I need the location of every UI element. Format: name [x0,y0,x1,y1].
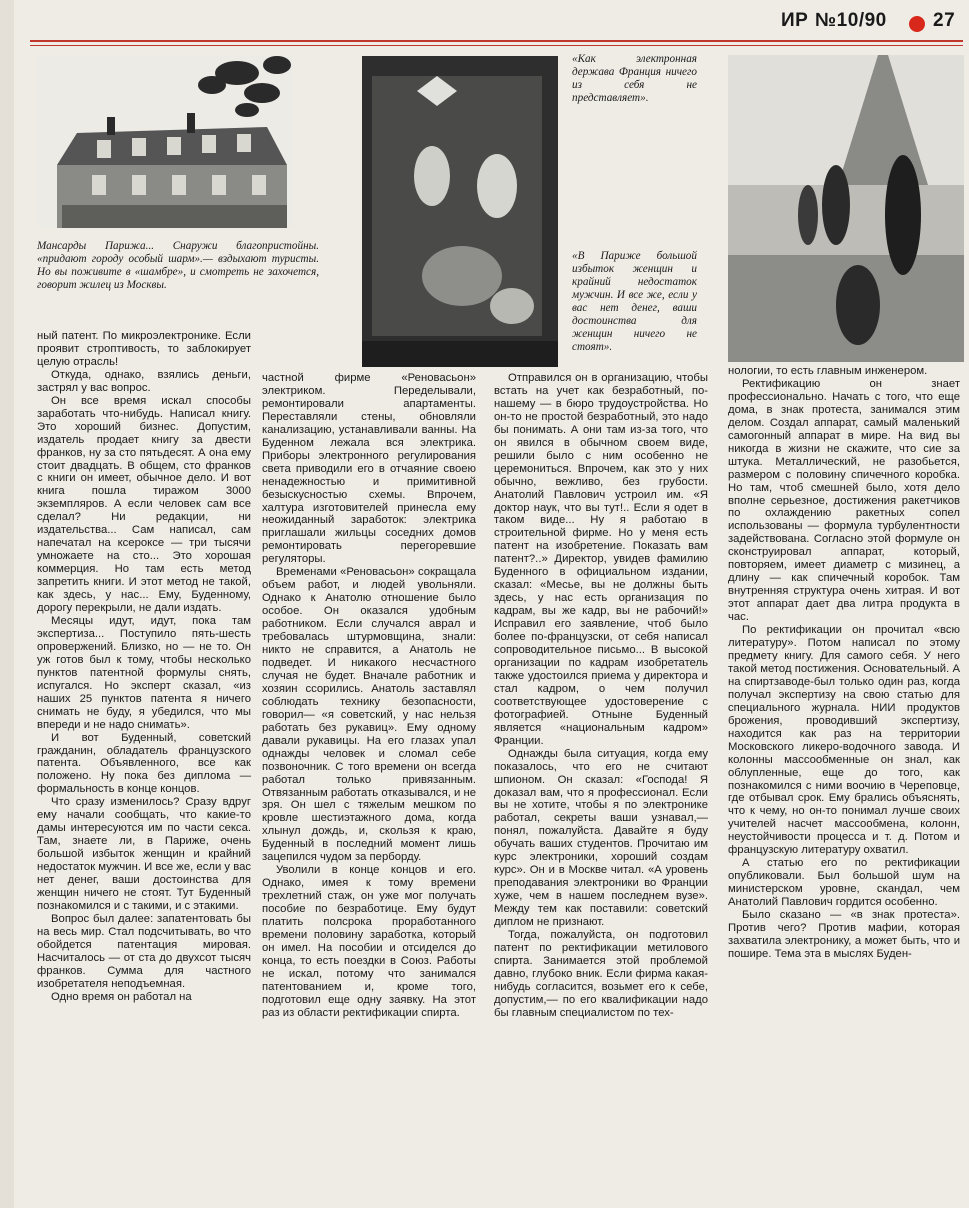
page-number: 27 [933,10,956,31]
journal-name: ИР [781,10,809,31]
paragraph: По ректификации он прочитал «всю литературу». Потом написал по этому предмету книгу. Для самого себя. У него такой метод постижения. Основательный. А на спиртзаводе-был только один раз, когда получал экспертизу на свою статью для специального журнала. НИИ продуктов брожения, проводивший экспертизу, находится как раз на территории Московского ликеро-водочного завода. И колонны массообменные он знал, как облупленные, еще до того, как познакомился с ними воочию в Череповце, где отбывал срок. Ему брались объяснять, что к чему, но он-то понимал лучше своих учителей насчет массообмена, колонн, неустойчивости процесса и т. д. Потом и французскую литературу охватил. [728,624,960,857]
paragraph: И вот Буденный, советский гражданин, обладатель французского патента. Объявленного, все как положено. Ну пока без диплома — формальность в конце концов. [37,731,251,796]
page-spine [0,0,14,1208]
paragraph: Было сказано — «в знак протеста». Против чего? Против мафии, которая захватила электронику, а может быть, что и поширe. Тема эта в мыслях Буден- [728,909,960,960]
paragraph: Ректификацию он знает профессионально. Начать с того, что еще дома, в знак протеста, занимался этим делом. Создал аппарат, самый маленький самогонный аппарат в мире. На вид вы никогда в жизни не скажите, что сие за штука. Металлический, не разобьется, размером с половину спичечного коробка. Но там, чтоб смешней было, хотя дело вполне серьезное, достижения ракетчиков по охлаждению ракетных сопел использованы — формула турбулентности задействована. Согласно этой формуле он сконструировал аппарат, который, повторяем, имеет диаметр с мизинец, а длину — как спичечный коробок. Там внутренняя структура очень хитрая. И вот этот аппарат дает два литра продукта в час. [728,377,960,624]
text-column-3 [494,372,708,1020]
photo-shop-window [362,56,558,367]
issue-number: №10/90 [815,10,887,31]
header-rule-thin [30,45,963,46]
paragraph: Отправился он в организацию, чтобы встать на учет как безработный, по-нашему — в бюро трудоустройства. Но он-то не простой безработный, это надо бы понимать. А они там из-за того, что он явился в обычном своем виде, решили было с ним особенно не церемониться. Впрочем, как это у них обычно, вежливо, без грубости. Анатолий Павлович устроил им. «Я доктор наук, что вы тут!.. Если я одет в таком виде... Ну я работаю в строительной фирме. Но у меня есть патент на изобретение. Показать вам патент?..» Директор, увидев фамилию Буденного в официальном издании, сказал: «Месье, вы не должны быть здесь, у нас есть организация по кадрам, вы же кадр, вы не рабочий!» Исправил его заявление, чтоб было более по-французски, от себя написал сопроводительное письмо... В высокой организации по кадрам изобретатель также удостоился приема у директора и стал кадром, о чем получил соответствующее удостоверение с фотографией. Отныне Буденный является «национальным кадром» Франции. [494,372,708,747]
caption-women: «В Париже большой избыток женщин и крайний недостаток мужчин. И все же, если у вас нет денег, ваши достоинства для женщин ничего не стоят». [572,250,697,353]
text-column-2 [262,372,476,1020]
paragraph: ный патент. По микроэлектронике. Если проявит строптивость, то заблокирует целую отрасль! [37,330,251,368]
paragraph: Временами «Реновасьон» сокращала объем работ, и людей увольняли. Однако к Анатолю отношение было особое. Он оказался удобным работником. Если случался аврал и требовалась штурмовщина, знали: никто не справится, а Анатоль не подведет. И никакого несчастного случая не будет. Вначале работник и хозяин ссорились. Анатоль заставлял соблюдать технику безопасности, говорил— «я советский, у нас нельзя работать без рукавиц». Ему одному давали рукавицы. На его глазах упал однажды человек и сломал себе позвоночник. С того времени он всегда работал только привязанным. Отвязанным работать отказывался, и не зря. Он шел с тяжелым мешком по кровле шестиэтажного дома, когда хлынул дождь, и, скользя к краю, Буденный в последний момент лишь зацепился чудом за перборду. [262,566,476,864]
paragraph: Месяцы идут, идут, пока там экспертиза... Поступило пять-шесть опровержений. Близко, но — не то. Он уж готов был к тому, чтобы несколько пунктов патентной формулы снять, испугался. Но эксперт сказал, «из наших 25 пунктов патента я ничего снимать не буду, я убедился, что мы впереди и не надо снимать». [37,614,251,731]
paragraph: Откуда, однако, взялись деньги, застрял у вас вопрос. [37,368,251,394]
paragraph: Вопрос был далее: запатентовать бы на весь мир. Стал подсчитывать, во что обойдется патентация мировая. Насчиталось — от ста до двухсот тысяч франков. Сумма для частного изобретателя неподъемная. [37,912,251,990]
paragraph: Что сразу изменилось? Сразу вдруг ему начали сообщать, что какие-то дамы интересуются им по части секса. Там, знаете ли, в Париже, очень большой избыток женщин и крайний недостаток мужчин. И все же, если у вас нет денег, ваши достоинства для женщин ничего не стоят. Тут Буденный познакомился и с такими, и с этакими. [37,796,251,912]
caption-mansards: Мансарды Парижа... Снаружи благопристойны. «придают городу особый шарм».— вздыхают туристы. Но вы поживите в «шамбре», и смотреть не захочется, говорит жилец из Москвы. [37,240,319,291]
red-dot-icon [909,16,925,32]
page-header [0,8,969,40]
paragraph: нологии, то есть главным инженером. [728,365,928,377]
text-column-4 [728,365,960,961]
paragraph: Однажды была ситуация, когда ему показалось, что его не считают шпионом. Он сказал: «Господа! Я доказал вам, что я профессионал. Если вы не хотите, чтобы я по электронике работал, секреты ваши узнавал,— понял, пожалуйста. Давайте я буду обучать ваших студентов. Прочитаю им курс электроники, хороший создам курс». Он и в Москве читал. «А уровень преподавания электроники во Франции хуже, чем в нашем последнем вузе». Между тем как поставили: советский диплом не признают. [494,747,708,929]
text-column-1 [37,330,251,1004]
paragraph: частной фирме «Реновасьон» электриком. Переделывали, ремонтировали апартаменты. Переставляли стены, обновляли канализацию, устанавливали ванны. На Буденном лежала вся электрика. Приборы электронного регулирования света приводили его в отчаяние своею ненадежностью и примитивной безыскусностью схемы. Впрочем, халтура изготовителей принесла ему неожиданный заработок: электрика приглашали жильцы соседних домов ремонтировать перегоревшие регуляторы. [262,372,476,566]
paragraph: Уволили в конце концов и его. Однако, имея к тому времени трехлетний стаж, он уже мог получать пособие по безработице. Ему будут платить полсрока проработанного времени половину заработка, который он имел. На пособии и отсиделся до конца, то есть поездки в Союз. Работы не искал, потому что занимался патентованием и, кроме того, подготовил еще одну заявку. На этот раз из области ректификации спирта. [262,864,476,1019]
paragraph: А статью его по ректификации опубликовали. Был большой шум на министерском уровне, скандал, чем Анатолий Павлович гордится особенно. [728,857,960,909]
paragraph: Он все время искал способы заработать что-нибудь. Написал книгу. Это хороший бизнес. Допустим, издатель продает книгу за двести франков, ну за сто пятьдесят. А она ему стоит двадцать. В общем, сто франков с книги он имеет, обычное дело. И вот книга пошла тиражом 3000 экземпляров. А если человек сам все сделал? Ни редакции, ни издательства... Сам написал, сам напечатал на ксероксе — три тысячи умножаете на сто... Это хорошая коммерция. Но там есть метод запретить книги. И этот метод не такой, как здесь, у нас... Ему, Буденному, дорогу перекрыли, не дали издать. [37,394,251,615]
photo-eiffel-tower [728,55,964,362]
header-rule [30,40,963,42]
photo-paris-mansards [37,55,293,228]
paragraph: Тогда, пожалуйста, он подготовил патент по ректификации метилового спирта. Занимается этой проблемой давно, глубоко вник. Если фирма какая-нибудь согласится, возьмет его к себе, допустим,— по его квалификации надо бы главным специалистом по тех- [494,928,708,1019]
caption-electronic-power: «Как электронная держава Франция ничего из себя не представляет». [572,53,697,104]
paragraph: Одно время он работал на [51,990,192,1003]
